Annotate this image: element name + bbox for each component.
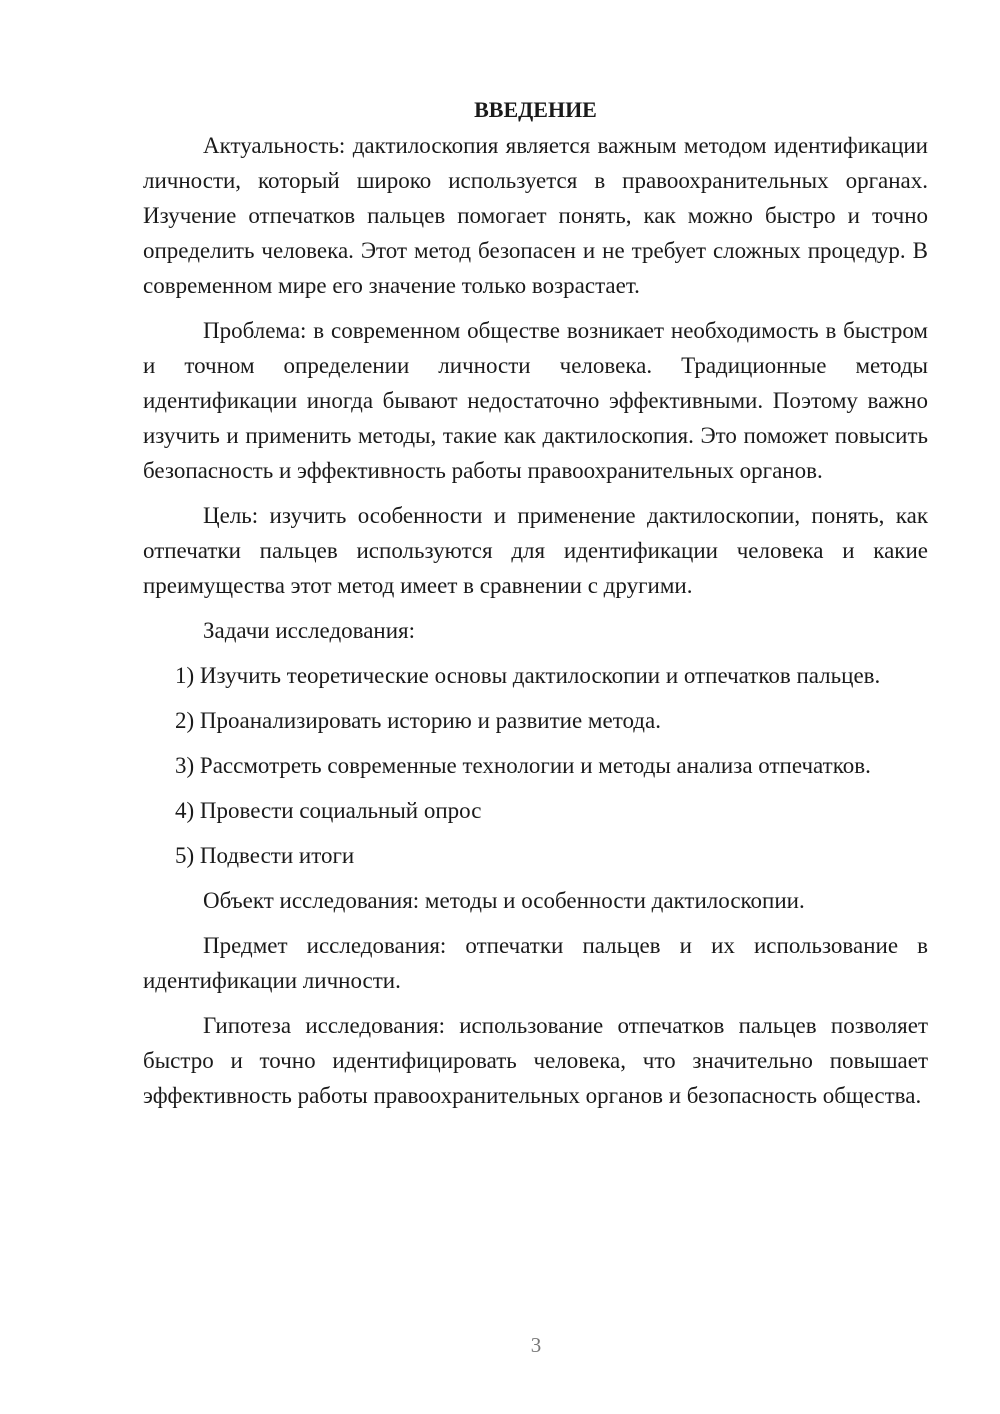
task-item: 5) Подвести итоги [175,843,355,868]
paragraph-hypothesis: Гипотеза исследования: использование отпечатков пальцев позволяет быстро и точно идентифицировать человека, что значительно повышает эффективность работы правоохранительных органов и безопасность общества. [143,1013,928,1108]
tasks-heading: Задачи исследования: [203,618,416,643]
tasks-list [143,658,928,873]
task-item: 4) Провести социальный опрос [175,798,482,823]
task-item: 2) Проанализировать историю и развитие метода. [175,708,661,733]
page-number: 3 [530,1333,542,1357]
section-title: ВВЕДЕНИЕ [474,97,597,122]
paragraph-goal: Цель: изучить особенности и применение дактилоскопии, понять, как отпечатки пальцев используются для идентификации человека и какие преимущества этот метод имеет в сравнении с другими. [143,503,928,598]
task-item: 1) Изучить теоретические основы дактилоскопии и отпечатков пальцев. [175,663,881,688]
paragraph-object: Объект исследования: методы и особенности дактилоскопии. [203,888,805,913]
paragraph-relevance: Актуальность: дактилоскопия является важным методом идентификации личности, который широко используется в правоохранительных органах. Изучение отпечатков пальцев помогает понять, как можно быстро и точно определить человека. Этот метод безопасен и не требует сложных процедур. В современном мире его значение только возрастает. [143,133,928,298]
paragraph-subject: Предмет исследования: отпечатки пальцев и их использование в идентификации личности. [143,933,928,993]
task-item: 3) Рассмотреть современные технологии и методы анализа отпечатков. [175,753,871,778]
paragraph-problem: Проблема: в современном обществе возникает необходимость в быстром и точном определении личности человека. Традиционные методы идентификации иногда бывают недостаточно эффективными. Поэтому важно изучить и применить методы, такие как дактилоскопия. Это поможет повысить безопасность и эффективность работы правоохранительных органов. [143,318,928,483]
page-body [143,92,928,1123]
